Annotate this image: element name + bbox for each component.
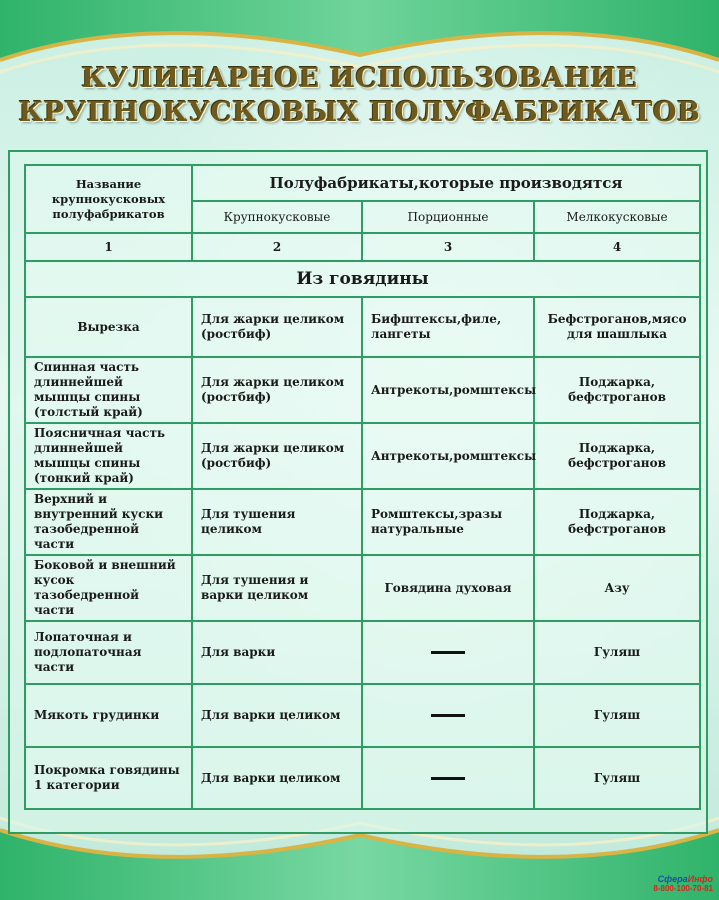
large-piece-use: Для жарки целиком (ростбиф) xyxy=(192,297,362,357)
large-piece-use: Для варки xyxy=(192,621,362,684)
table-row xyxy=(25,297,700,357)
small-piece-use: Бефстроганов,мясо для шашлыка xyxy=(534,297,700,357)
page-title xyxy=(0,62,719,130)
table-row xyxy=(25,555,700,621)
column-number: 4 xyxy=(534,233,700,261)
logo-brand-part-2: Инфо xyxy=(687,874,713,884)
column-header-portion: Порционные xyxy=(362,201,534,233)
cut-name: Спинная часть длиннейшей мышцы спины (толстый край) xyxy=(25,357,192,423)
table-row xyxy=(25,747,700,809)
logo-phone: 8-800-100-70-81 xyxy=(653,884,713,893)
column-header-small: Мелкокусковые xyxy=(534,201,700,233)
portion-use: Антрекоты,ромштексы xyxy=(362,357,534,423)
portion-use: Антрекоты,ромштексы xyxy=(362,423,534,489)
small-piece-use: Гуляш xyxy=(534,747,700,809)
semi-products-table xyxy=(24,164,701,810)
cut-name: Боковой и внешний кусок тазобедренной части xyxy=(25,555,192,621)
large-piece-use: Для варки целиком xyxy=(192,684,362,747)
table-row xyxy=(25,423,700,489)
large-piece-use: Для жарки целиком (ростбиф) xyxy=(192,423,362,489)
table-row xyxy=(25,684,700,747)
publisher-logo xyxy=(617,874,713,896)
logo-brand-part-1: Сфера xyxy=(657,874,688,884)
small-piece-use: Поджарка, бефстроганов xyxy=(534,489,700,555)
small-piece-use: Гуляш xyxy=(534,684,700,747)
column-number: 3 xyxy=(362,233,534,261)
title-line-2: КРУПНОКУСКОВЫХ ПОЛУФАБРИКАТОВ xyxy=(18,97,701,128)
large-piece-use: Для варки целиком xyxy=(192,747,362,809)
portion-use: Ромштексы,зразы натуральные xyxy=(362,489,534,555)
table-frame xyxy=(8,150,708,834)
dash-mark xyxy=(431,651,465,654)
cut-name: Лопаточная и подлопаточная части xyxy=(25,621,192,684)
portion-use-empty xyxy=(362,621,534,684)
column-header-large: Крупнокусковые xyxy=(192,201,362,233)
column-number: 2 xyxy=(192,233,362,261)
large-piece-use: Для жарки целиком (ростбиф) xyxy=(192,357,362,423)
cut-name: Поясничная часть длиннейшей мышцы спины (тонкий край) xyxy=(25,423,192,489)
small-piece-use: Поджарка, бефстроганов xyxy=(534,357,700,423)
cut-name: Верхний и внутренний куски тазобедренной части xyxy=(25,489,192,555)
table-row xyxy=(25,489,700,555)
dash-mark xyxy=(431,777,465,780)
cut-name: Мякоть грудинки xyxy=(25,684,192,747)
table-row xyxy=(25,357,700,423)
section-title: Из говядины xyxy=(25,261,700,297)
small-piece-use: Поджарка, бефстроганов xyxy=(534,423,700,489)
column-header-main: Полуфабрикаты,которые производятся xyxy=(192,165,700,201)
portion-use-empty xyxy=(362,747,534,809)
column-header-name: Название крупнокусковых полуфабрикатов xyxy=(25,165,192,233)
cut-name: Вырезка xyxy=(25,297,192,357)
small-piece-use: Гуляш xyxy=(534,621,700,684)
large-piece-use: Для тушения целиком xyxy=(192,489,362,555)
column-number: 1 xyxy=(25,233,192,261)
portion-use: Бифштексы,филе, лангеты xyxy=(362,297,534,357)
small-piece-use: Азу xyxy=(534,555,700,621)
dash-mark xyxy=(431,714,465,717)
table-row xyxy=(25,621,700,684)
portion-use-empty xyxy=(362,684,534,747)
cut-name: Покромка говядины 1 категории xyxy=(25,747,192,809)
title-line-1: КУЛИНАРНОЕ ИСПОЛЬЗОВАНИЕ xyxy=(81,63,638,94)
portion-use: Говядина духовая xyxy=(362,555,534,621)
large-piece-use: Для тушения и варки целиком xyxy=(192,555,362,621)
